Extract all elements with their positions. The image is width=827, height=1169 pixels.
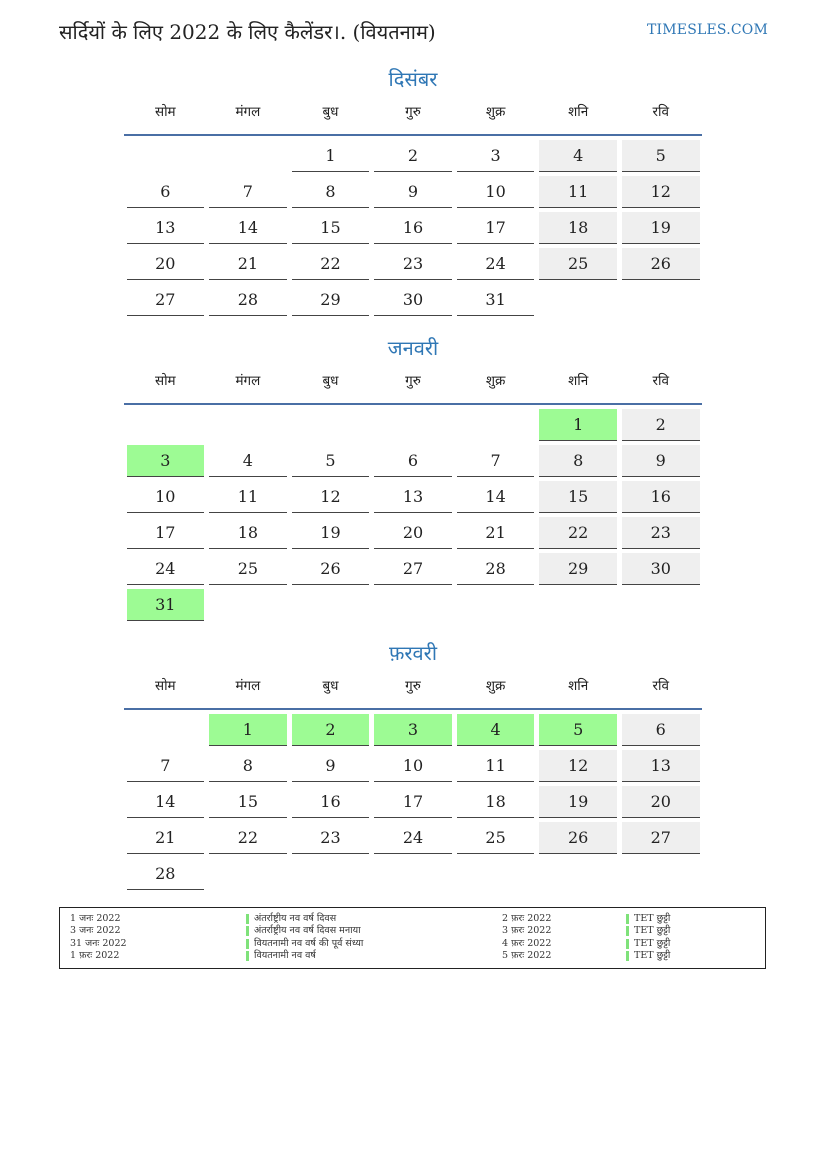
weekday-label: शनि [568,104,589,120]
day-cell: 19 [539,786,617,818]
day-cell: 1 [209,714,287,746]
day-cell: 21 [209,248,287,280]
week-row [124,176,702,212]
day-cell: 22 [292,248,370,280]
day-cell: 7 [209,176,287,208]
legend-row [60,925,765,937]
week-row [124,822,702,858]
day-cell: 8 [209,750,287,782]
day-cell: 24 [374,822,452,854]
empty-cell [374,858,452,890]
weekday-label: मंगल [235,373,261,389]
week-row [124,858,702,894]
week-row [124,714,702,750]
week-row [124,445,702,481]
day-cell: 11 [457,750,535,782]
day-cell: 5 [622,140,700,172]
day-cell: 30 [374,284,452,316]
weekday-header [124,369,702,405]
day-cell: 9 [292,750,370,782]
week-row [124,750,702,786]
empty-cell [457,409,535,441]
empty-cell [209,140,287,172]
day-cell: 30 [622,553,700,585]
week-row [124,481,702,517]
day-cell: 23 [622,517,700,549]
weekday-label: रवि [652,678,670,694]
weekday-label: सोम [154,373,176,389]
day-cell: 10 [127,481,205,513]
weekday-label: सोम [154,678,176,694]
day-cell: 8 [292,176,370,208]
day-cell: 17 [127,517,205,549]
day-cell: 17 [374,786,452,818]
day-cell: 10 [374,750,452,782]
week-row [124,786,702,822]
empty-cell [209,589,287,621]
day-cell: 24 [127,553,205,585]
day-cell: 25 [457,822,535,854]
empty-cell [292,409,370,441]
day-cell: 26 [539,822,617,854]
day-cell: 14 [127,786,205,818]
weekday-header [124,674,702,710]
day-cell: 18 [457,786,535,818]
empty-cell [374,409,452,441]
legend-date: 4 फ़रः 2022 [502,938,552,949]
day-cell: 28 [457,553,535,585]
day-cell: 4 [539,140,617,172]
month-title: फ़रवरी [388,641,438,665]
day-cell: 11 [539,176,617,208]
day-cell: 18 [209,517,287,549]
day-cell: 27 [374,553,452,585]
month-block [124,64,702,320]
day-cell: 17 [457,212,535,244]
weekday-label: गुरु [405,104,421,120]
day-cell: 15 [539,481,617,513]
day-cell: 8 [539,445,617,477]
month-title: जनवरी [387,336,439,360]
legend-date: 2 फ़रः 2022 [502,913,552,924]
empty-cell [292,589,370,621]
weekday-label: रवि [652,104,670,120]
day-cell: 5 [292,445,370,477]
day-cell: 2 [622,409,700,441]
day-cell: 16 [292,786,370,818]
empty-cell [539,858,617,890]
legend-date: 1 जनः 2022 [70,913,121,924]
empty-cell [622,858,700,890]
day-cell: 29 [292,284,370,316]
day-cell: 4 [209,445,287,477]
weekday-label: बुध [322,373,339,389]
empty-cell [209,858,287,890]
day-cell: 6 [622,714,700,746]
empty-cell [292,858,370,890]
day-cell: 20 [127,248,205,280]
empty-cell [127,140,205,172]
empty-cell [622,284,700,316]
legend-holiday-name: TET छुट्टी [626,925,670,937]
legend-date: 31 जनः 2022 [70,938,127,949]
legend-date: 3 फ़रः 2022 [502,925,552,936]
day-cell: 15 [209,786,287,818]
empty-cell [539,284,617,316]
day-cell: 19 [292,517,370,549]
day-cell: 15 [292,212,370,244]
day-cell: 24 [457,248,535,280]
day-cell: 13 [374,481,452,513]
day-cell: 14 [209,212,287,244]
month-block [124,333,702,625]
weekday-label: रवि [652,373,670,389]
day-cell: 16 [622,481,700,513]
weekday-label: मंगल [235,678,261,694]
legend-holiday-name: अंतर्राष्ट्रीय नव वर्ष दिवस मनाया [246,925,361,937]
day-cell: 14 [457,481,535,513]
day-cell: 12 [539,750,617,782]
legend-row [60,938,765,950]
day-cell: 3 [374,714,452,746]
day-cell: 21 [127,822,205,854]
day-cell: 22 [539,517,617,549]
week-row [124,553,702,589]
day-cell: 5 [539,714,617,746]
week-row [124,589,702,625]
day-cell: 25 [209,553,287,585]
day-cell: 3 [127,445,205,477]
day-cell: 27 [622,822,700,854]
day-cell: 25 [539,248,617,280]
week-row [124,284,702,320]
legend-holiday-name: TET छुट्टी [626,950,670,962]
legend-row [60,950,765,962]
empty-cell [622,589,700,621]
legend-holiday-name: वियतनामी नव वर्ष [246,950,316,962]
day-cell: 22 [209,822,287,854]
day-cell: 3 [457,140,535,172]
day-cell: 29 [539,553,617,585]
weekday-label: गुरु [405,678,421,694]
day-cell: 1 [292,140,370,172]
empty-cell [127,714,205,746]
empty-cell [457,858,535,890]
weekday-label: शुक्र [485,373,506,389]
day-cell: 12 [622,176,700,208]
day-cell: 31 [127,589,205,621]
day-cell: 6 [374,445,452,477]
legend-holiday-name: अंतर्राष्ट्रीय नव वर्ष दिवस [246,913,336,925]
day-cell: 31 [457,284,535,316]
empty-cell [127,409,205,441]
legend-row [60,913,765,925]
day-cell: 20 [374,517,452,549]
legend-holiday-name: TET छुट्टी [626,938,670,950]
day-cell: 28 [209,284,287,316]
week-row [124,212,702,248]
legend-date: 1 फ़रः 2022 [70,950,120,961]
weekday-label: शनि [568,373,589,389]
day-cell: 23 [374,248,452,280]
legend-holiday-name: TET छुट्टी [626,913,670,925]
empty-cell [209,409,287,441]
day-cell: 26 [622,248,700,280]
day-cell: 4 [457,714,535,746]
day-cell: 27 [127,284,205,316]
day-cell: 9 [374,176,452,208]
holiday-legend [59,907,766,969]
day-cell: 19 [622,212,700,244]
day-cell: 7 [457,445,535,477]
day-cell: 7 [127,750,205,782]
weekday-label: मंगल [235,104,261,120]
week-row [124,248,702,284]
day-cell: 11 [209,481,287,513]
page-title: सर्दियों के लिए 2022 के लिए कैलेंडर।. (वियतनाम) [59,20,436,44]
day-cell: 20 [622,786,700,818]
month-title: दिसंबर [388,67,438,91]
month-block [124,638,702,894]
weekday-label: सोम [154,104,176,120]
day-cell: 9 [622,445,700,477]
site-link[interactable]: TIMESLES.COM [647,22,768,38]
weekday-label: शुक्र [485,104,506,120]
day-cell: 2 [374,140,452,172]
day-cell: 13 [127,212,205,244]
empty-cell [539,589,617,621]
weekday-header [124,100,702,136]
day-cell: 23 [292,822,370,854]
day-cell: 10 [457,176,535,208]
weekday-label: गुरु [405,373,421,389]
day-cell: 26 [292,553,370,585]
day-cell: 2 [292,714,370,746]
legend-date: 5 फ़रः 2022 [502,950,552,961]
weekday-label: बुध [322,104,339,120]
day-cell: 6 [127,176,205,208]
week-row [124,140,702,176]
empty-cell [457,589,535,621]
legend-holiday-name: वियतनामी नव वर्ष की पूर्व संध्या [246,938,363,950]
day-cell: 13 [622,750,700,782]
legend-date: 3 जनः 2022 [70,925,121,936]
week-row [124,517,702,553]
day-cell: 21 [457,517,535,549]
day-cell: 16 [374,212,452,244]
empty-cell [374,589,452,621]
weekday-label: शुक्र [485,678,506,694]
day-cell: 12 [292,481,370,513]
day-cell: 18 [539,212,617,244]
day-cell: 1 [539,409,617,441]
weekday-label: बुध [322,678,339,694]
week-row [124,409,702,445]
day-cell: 28 [127,858,205,890]
weekday-label: शनि [568,678,589,694]
